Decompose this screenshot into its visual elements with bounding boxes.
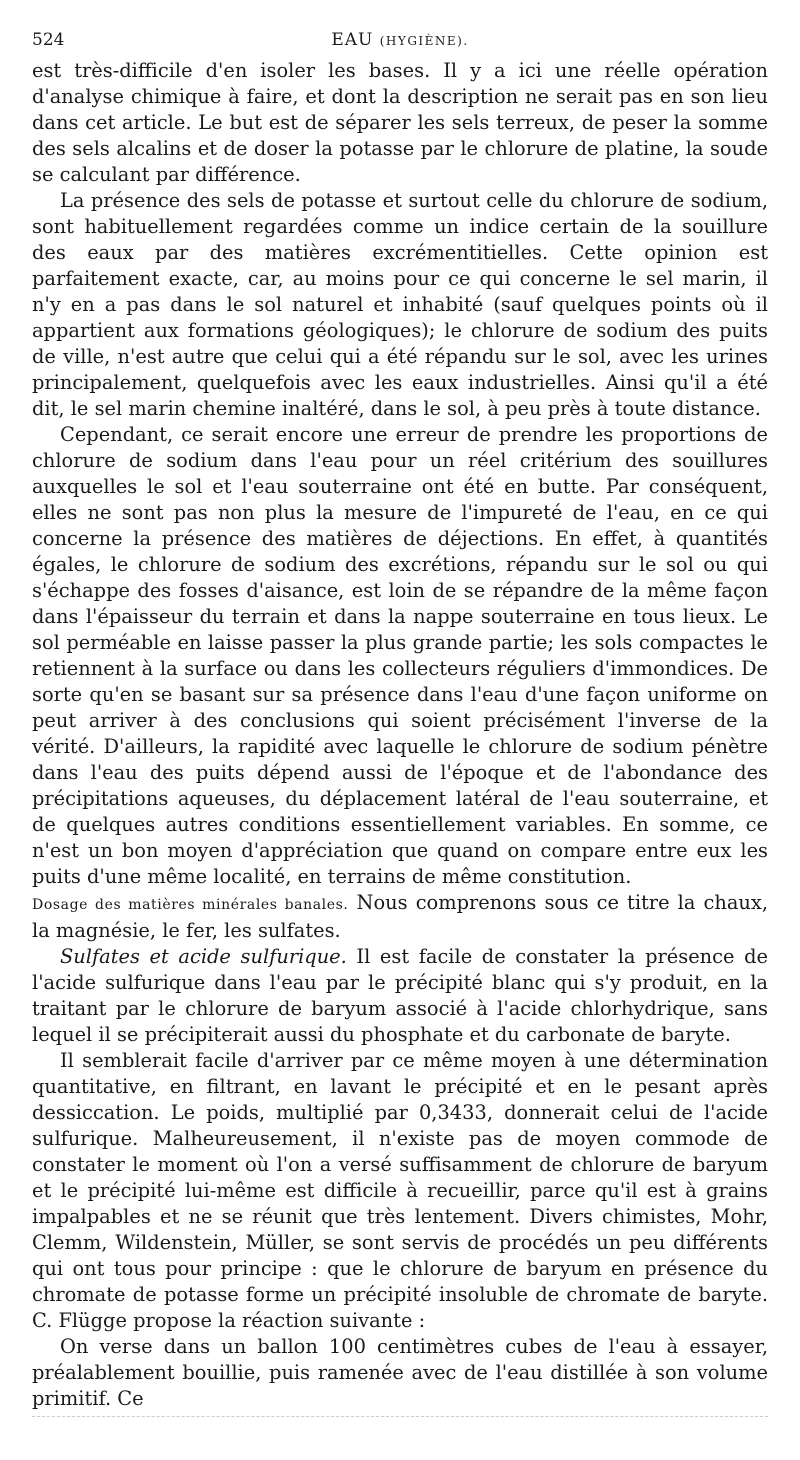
book-page (32, 30, 768, 1430)
running-head (32, 30, 768, 54)
paragraph-text: La présence des sels de potasse et surtout celle du chlorure de sodium, sont habituellement regardées comme un indice certain de la souillure des eaux par des matières excrémentitielles. Cette opinion est parfaitement exacte, car, au moins pour ce qui concerne le sel marin, il n'y en a pas dans le sol naturel et inhabité (sauf quelques points où il appartient aux formations géologiques); le chlorure de sodium des puits de ville, n'est autre que celui qui a été répandu sur le sol, avec les urines principalement, quelquefois avec les eaux industrielles. Ainsi qu'il a été dit, le sel marin chemine inaltéré, dans le sol, à peu près à toute distance. (32, 189, 768, 420)
paragraph-continuation (32, 58, 768, 188)
paragraph-text: Nous comprenons sous ce titre la chaux, la magnésie, le fer, les sulfates. (32, 891, 768, 942)
body-text (32, 58, 768, 1412)
paragraph-cependant (32, 422, 768, 890)
paragraph-text: Il est facile de constater la présence de l'acide sulfurique dans l'eau par le précipité blanc qui s'y produit, en la traitant par le chlorure de baryum associé à l'acide chlorhydrique, sans lequel il se précipiterait aussi du phosphate et du carbonate de baryte. (32, 945, 768, 1046)
paragraph-text: Il semblerait facile d'arriver par ce même moyen à une détermination quantitative, en filtrant, en lavant le précipité et en le pesant après dessiccation. Le poids, multiplié par 0,3433, donnerait celui de l'acide sulfurique. Malheureusement, il n'existe pas de moyen commode de constater le moment où l'on a versé suffisamment de chlorure de baryum et le précipité lui-même est difficile à recueillir, parce qu'il est à grains impalpables et ne se réunit que très lentement. Divers chimistes, Mohr, Clemm, Wildenstein, Müller, se sont servis de procédés un peu différents qui ont tous pour principe : que le chlorure de baryum en présence du chromate de potasse forme un précipité insoluble de chromate de baryte. C. Flügge propose la réaction suivante : (32, 1049, 768, 1332)
footer-rule (32, 1416, 768, 1417)
paragraph-text: est très-difficile d'en isoler les bases. Il y a ici une réelle opération d'analyse chimique à faire, et dont la description ne serait pas en son lieu dans cet article. Le but est de séparer les sels terreux, de peser la somme des sels alcalins et de doser la potasse par le chlorure de platine, la soude se calculant par différence. (32, 59, 768, 186)
paragraph-text: Cependant, ce serait encore une erreur de prendre les proportions de chlorure de sodium dans l'eau pour un réel critérium des souillures auxquelles le sol et l'eau souterraine ont été en butte. Par conséquent, elles ne sont pas non plus la mesure de l'impureté de l'eau, en ce qui concerne la présence des matières de déjections. En effet, à quantités égales, le chlorure de sodium des excrétions, répandu sur le sol ou qui s'échappe des fosses d'aisance, est loin de se répandre de la même façon dans l'épaisseur du terrain et dans la nappe souterraine en tous lieux. Le sol perméable en laisse passer la plus grande partie; les sols compactes le retiennent à la surface ou dans les collecteurs réguliers d'immondices. De sorte qu'en se basant sur sa présence dans l'eau d'une façon uniforme on peut arriver à des conclusions qui soient précisément l'inverse de la vérité. D'ailleurs, la rapidité avec laquelle le chlorure de sodium pénètre dans l'eau des puits dépend aussi de l'époque et de l'abondance des précipitations aqueuses, du déplacement latéral de l'eau souterraine, et de quelques autres conditions essentiellement variables. En somme, ce n'est un bon moyen d'appréciation que quand on compare entre eux les puits d'une même localité, en terrains de même constitution. (32, 423, 768, 888)
paragraph-sulfates (32, 944, 768, 1048)
section-heading-sulfates: Sulfates et acide sulfurique. (60, 945, 347, 968)
running-title-main: EAU (331, 30, 374, 50)
paragraph-ballon (32, 1334, 768, 1412)
page-number: 524 (32, 30, 65, 50)
running-title (32, 30, 768, 50)
running-title-sub: (HYGIÈNE). (379, 34, 469, 48)
paragraph-dosage (32, 890, 768, 944)
paragraph-potasse-chlorure (32, 188, 768, 422)
paragraph-determination (32, 1048, 768, 1334)
paragraph-text: On verse dans un ballon 100 centimètres cubes de l'eau à essayer, préalablement bouillie, puis ramenée avec de l'eau distillée à son volume primitif. Ce (32, 1335, 768, 1410)
section-heading-dosage: Dosage des matières minérales banales. (32, 897, 349, 913)
